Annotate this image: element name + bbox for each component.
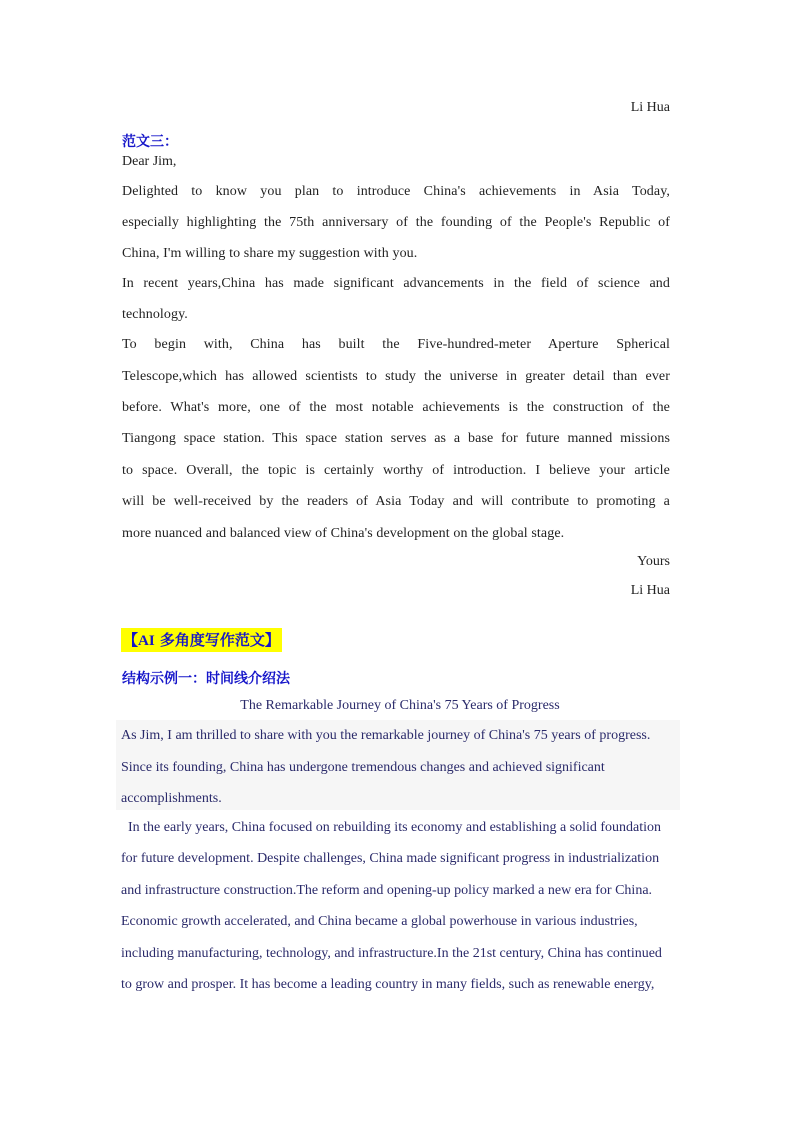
letter-line: before. What's more, one of the most notable achievements is the construction of the (122, 400, 670, 415)
essay-line: and infrastructure construction.The reform and opening-up policy marked a new era for China. (121, 883, 653, 898)
essay-line: In the early years, China focused on rebuilding its economy and establishing a solid foundation (121, 820, 662, 835)
essay-line: As Jim, I am thrilled to share with you the remarkable journey of China's 75 years of progress. (121, 728, 651, 743)
essay-title: The Remarkable Journey of China's 75 Years of Progress (240, 698, 560, 713)
essay-line: for future development. Despite challenges, China made significant progress in industrialization (121, 851, 660, 866)
letter-line: China, I'm willing to share my suggestion with you. (122, 246, 418, 261)
essay-line: accomplishments. (121, 791, 222, 806)
letter-line: Tiangong space station. This space station serves as a base for future manned missions (122, 431, 670, 446)
top-signature: Li Hua (630, 100, 670, 115)
heading-rest: 多角度写作范文】 (154, 631, 280, 649)
heading-ai: AI (138, 633, 155, 649)
letter-signature: Li Hua (630, 583, 670, 598)
letter-line: technology. (122, 307, 188, 322)
letter-line: To begin with, China has built the Five-hundred-meter Aperture Spherical (122, 337, 670, 352)
heading-bracket: 【 (123, 631, 139, 649)
letter-closing: Yours (637, 554, 670, 569)
letter-line: Delighted to know you plan to introduce China's achievements in Asia Today, (122, 184, 670, 199)
letter-line: especially highlighting the 75th anniversary of the founding of the People's Republic of (122, 215, 670, 230)
letter-greeting: Dear Jim, (122, 154, 177, 169)
essay-line: Economic growth accelerated, and China became a global powerhouse in various industries, (121, 914, 638, 929)
letter-line: to space. Overall, the topic is certainly worthy of introduction. I believe your article (122, 463, 670, 478)
ai-section-heading (121, 628, 282, 652)
essay-line: Since its founding, China has undergone tremendous changes and achieved significant (121, 760, 605, 775)
sample3-heading: 范文三： (122, 134, 178, 150)
essay-line: to grow and prosper. It has become a leading country in many fields, such as renewable energy, (121, 977, 655, 992)
letter-line: Telescope,which has allowed scientists to study the universe in greater detail than ever (122, 369, 670, 384)
letter-line: more nuanced and balanced view of China's development on the global stage. (122, 526, 565, 541)
structure-heading: 结构示例一：时间线介绍法 (122, 671, 290, 687)
letter-line: will be well-received by the readers of Asia Today and will contribute to promoting a (122, 494, 670, 509)
essay-line: including manufacturing, technology, and infrastructure.In the 21st century, China has continued (121, 946, 662, 961)
letter-line: In recent years,China has made significant advancements in the field of science and (122, 276, 670, 291)
